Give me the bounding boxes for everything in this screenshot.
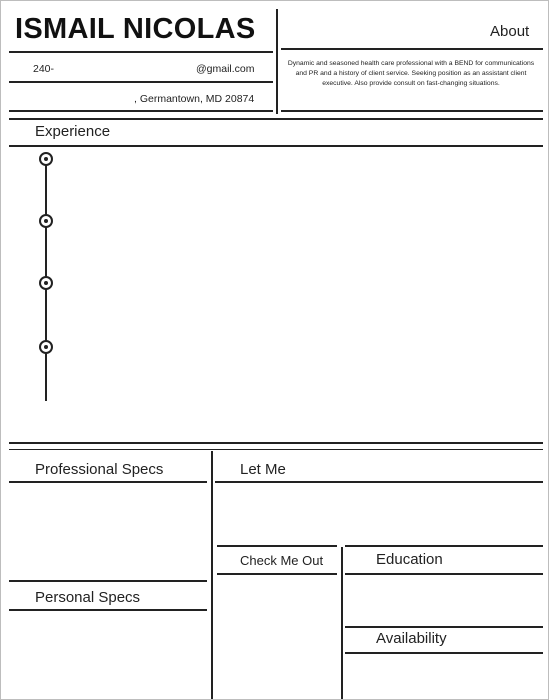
about-bottom-line — [281, 110, 543, 112]
professional-specs-bottom — [9, 580, 207, 582]
professional-specs-title: Professional Specs — [35, 461, 164, 478]
availability-title: Availability — [376, 630, 447, 647]
check-me-out-underline — [217, 573, 337, 575]
experience-underline — [9, 145, 543, 147]
availability-underline — [345, 652, 543, 654]
check-me-out-title: Check Me Out — [240, 553, 324, 568]
email-address: @gmail.com — [196, 63, 255, 75]
let-me-title: Let Me — [240, 461, 286, 478]
timeline-marker-4 — [39, 340, 53, 354]
bottom-section-rule-2 — [9, 449, 543, 450]
name-underline — [9, 51, 273, 53]
check-me-out-top — [217, 545, 337, 547]
education-underline — [345, 573, 543, 575]
timeline-marker-1 — [39, 152, 53, 166]
experience-top-rule — [9, 118, 543, 120]
phone-number: 240- — [33, 63, 55, 75]
timeline-marker-3 — [39, 276, 53, 290]
personal-specs-underline — [9, 609, 207, 611]
contact-divider — [9, 81, 273, 83]
header-vertical-divider — [276, 9, 278, 114]
bottom-section-rule-1 — [9, 442, 543, 444]
personal-specs-title: Personal Specs — [35, 589, 141, 606]
about-title: About — [490, 23, 530, 40]
experience-title: Experience — [35, 123, 111, 140]
left-column-divider — [211, 451, 213, 699]
timeline-marker-2 — [39, 214, 53, 228]
education-title: Education — [376, 551, 443, 568]
address-underline — [9, 110, 273, 112]
right-column-divider — [341, 547, 343, 699]
candidate-name: ISMAIL NICOLAS — [15, 13, 256, 45]
availability-top — [345, 626, 543, 628]
home-address: , Germantown, MD 20874 — [134, 93, 255, 105]
about-text: Dynamic and seasoned health care professional with a BEND for communications and PR and a history of client service. Seeking position as an assistant client executive. Also provide consult on fast-changing situations. — [287, 60, 535, 87]
let-me-underline — [215, 481, 543, 483]
professional-specs-underline — [9, 481, 207, 483]
about-underline — [281, 48, 543, 50]
education-top — [345, 545, 543, 547]
